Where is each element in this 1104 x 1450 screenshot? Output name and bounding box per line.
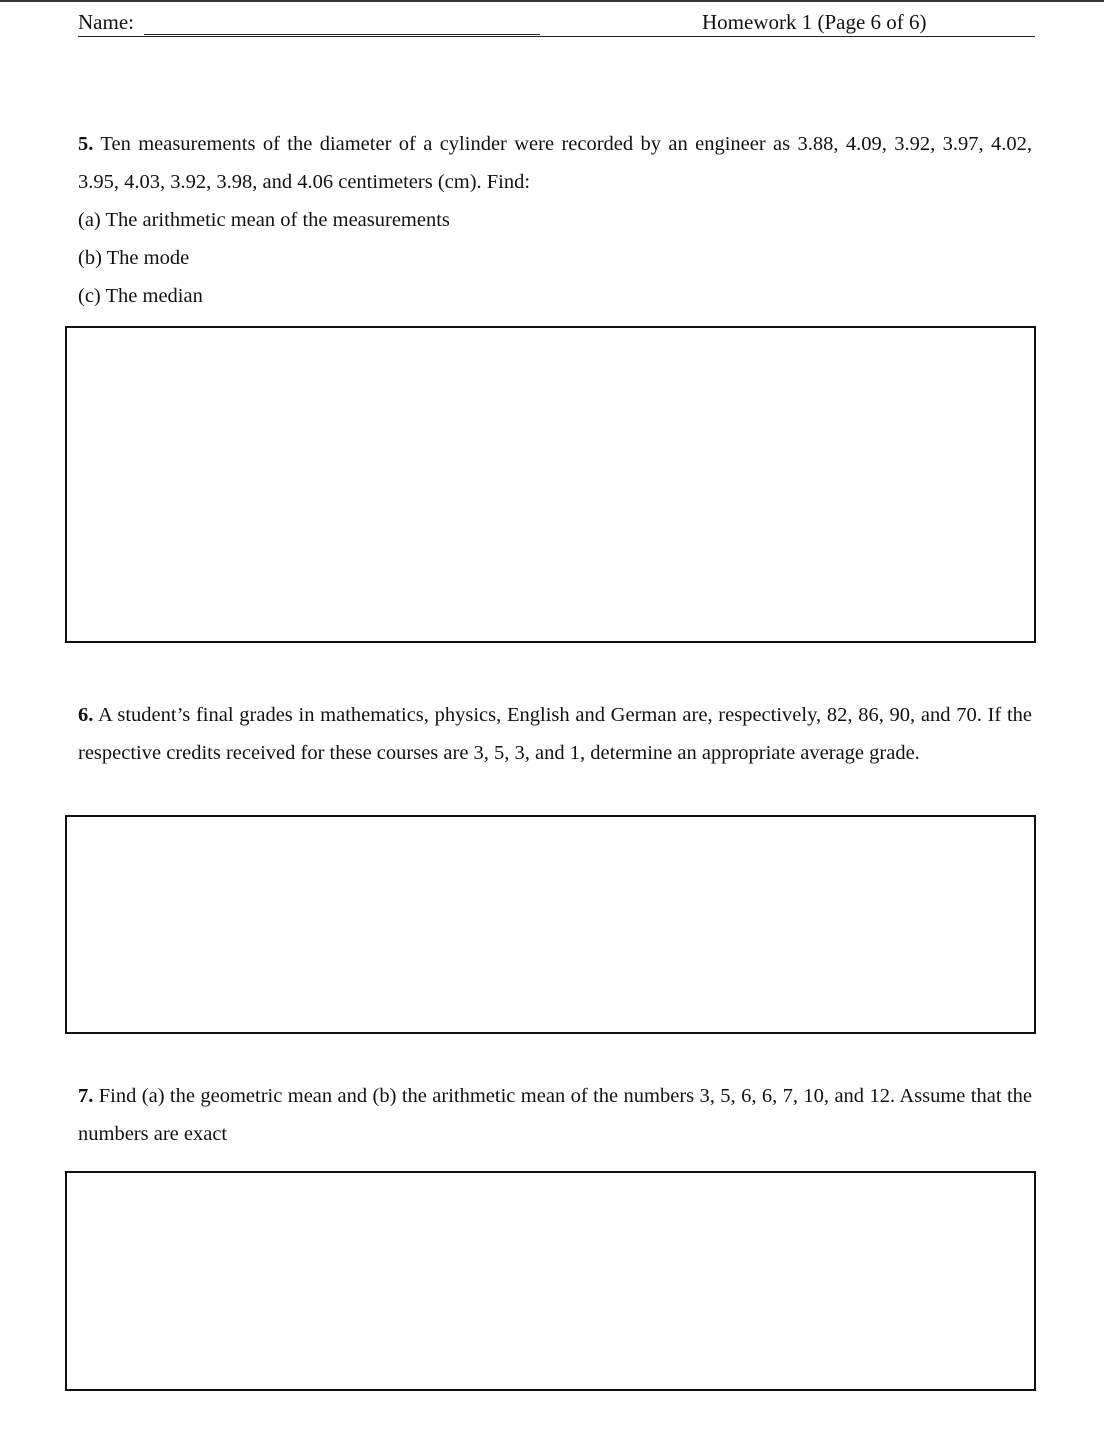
- answer-box-question-7[interactable]: [65, 1171, 1036, 1391]
- name-label: Name:: [78, 10, 134, 34]
- question-number: 6.: [78, 704, 94, 726]
- question-number: 7.: [78, 1085, 94, 1107]
- question-text: Ten measurements of the diameter of a cylinder were recorded by an engineer as 3.88, 4.09, 3.92, 3.97, 4.02, 3.95, 4.03, 3.92, 3.98, and 4.06 centimeters (cm). Find:: [78, 133, 1032, 193]
- question-5-part-a: (a) The arithmetic mean of the measurements: [78, 209, 450, 231]
- question-text: Find (a) the geometric mean and (b) the arithmetic mean of the numbers 3, 5, 6, 6, 7, 10, and 12. Assume that the numbers are exact: [78, 1085, 1032, 1145]
- question-5: [78, 125, 1032, 201]
- answer-box-question-6[interactable]: [65, 815, 1036, 1034]
- question-5-part-c: (c) The median: [78, 285, 203, 307]
- question-5-part-b: (b) The mode: [78, 247, 190, 269]
- page-label: Homework 1 (Page 6 of 6): [702, 10, 927, 34]
- name-blank-line[interactable]: [144, 34, 540, 35]
- question-6: [78, 696, 1032, 772]
- question-text: A student’s final grades in mathematics, physics, English and German are, respectively, 82, 86, 90, and 70. If the respective credits received for these courses are 3, 5, 3, and 1, determine an appropriate average grade.: [78, 704, 1032, 764]
- question-7: [78, 1077, 1032, 1153]
- question-number: 5.: [78, 133, 94, 155]
- page-header: [78, 8, 1035, 37]
- page-top-rule: [0, 0, 1104, 2]
- answer-box-question-5[interactable]: [65, 326, 1036, 643]
